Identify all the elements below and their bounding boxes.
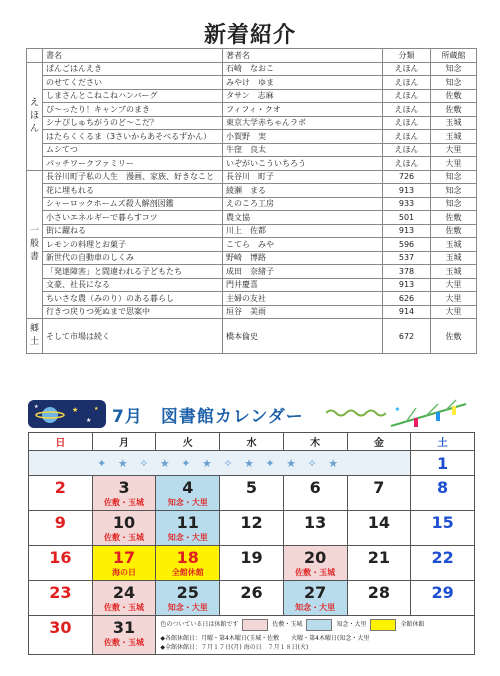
day-number: 24 — [112, 583, 136, 602]
legend-swatch-blue — [306, 619, 332, 631]
day-number: 16 — [49, 548, 72, 567]
calendar-week — [29, 451, 475, 476]
calendar-day — [220, 581, 284, 616]
book-class: 914 — [383, 305, 431, 319]
day-note: 海の日 — [112, 568, 137, 577]
table-row — [27, 76, 477, 90]
calendar-day — [347, 476, 411, 511]
table-row — [27, 170, 477, 184]
legend-note-2: ◆全館休館日：７月１７日(月) 海の日 ７月１８日(火) — [160, 643, 309, 651]
legend-heading: 色のついている日は休館です — [160, 621, 239, 628]
day-number: 14 — [367, 513, 390, 532]
book-author: 牛窪 良太 — [223, 143, 383, 157]
day-number: 12 — [240, 513, 263, 532]
day-number: 4 — [182, 478, 194, 497]
book-class: 501 — [383, 211, 431, 225]
legend-label-yellow: 全館休館 — [400, 621, 425, 628]
book-title: パッチワークファミリー — [43, 157, 223, 171]
calendar-day — [92, 581, 156, 616]
book-library: 大里 — [431, 292, 477, 306]
book-author: 野崎 博路 — [223, 251, 383, 265]
book-title: しまさんとこねこねハンバーグ — [43, 89, 223, 103]
book-author: フィフィ・クオ — [223, 103, 383, 117]
weekday-2: 火 — [156, 433, 220, 451]
book-library: 佐敷 — [431, 224, 477, 238]
book-class: えほん — [383, 130, 431, 144]
calendar-day — [156, 546, 220, 581]
book-class: 626 — [383, 292, 431, 306]
header-title: 書名 — [43, 49, 223, 63]
day-number: 7 — [373, 478, 385, 497]
day-number: 27 — [304, 583, 327, 602]
day-note: 佐敷・玉城 — [104, 603, 145, 612]
calendar-week — [29, 511, 475, 546]
calendar-day — [92, 511, 156, 546]
day-note: 知念・大里 — [167, 498, 208, 507]
table-row — [27, 305, 477, 319]
table-row — [27, 197, 477, 211]
table-row — [27, 265, 477, 279]
book-class: えほん — [383, 76, 431, 90]
day-number: 22 — [431, 548, 454, 567]
calendar-day — [283, 511, 347, 546]
book-author: こてら みや — [223, 238, 383, 252]
book-author: 川上 佐都 — [223, 224, 383, 238]
calendar-week — [29, 476, 475, 511]
book-author: いぞがいこういちろう — [223, 157, 383, 171]
calendar-day — [29, 511, 93, 546]
book-author: 垣谷 美雨 — [223, 305, 383, 319]
legend-label-blue: 知念・大里 — [336, 621, 367, 628]
table-row — [27, 278, 477, 292]
book-title: シナぴしゅちがうのど～こだ？ — [43, 116, 223, 130]
day-note: 全館休館 — [171, 568, 204, 577]
calendar-header — [26, 398, 476, 432]
day-note: 佐敷・玉城 — [295, 568, 336, 577]
table-row — [27, 157, 477, 171]
day-number: 28 — [367, 583, 390, 602]
book-author: 成田 奈緒子 — [223, 265, 383, 279]
book-author: タサン 志麻 — [223, 89, 383, 103]
day-number: 5 — [245, 478, 258, 497]
book-library: 佐敷 — [431, 319, 477, 354]
header-library: 所蔵館 — [431, 49, 477, 63]
book-library: 知念 — [431, 197, 477, 211]
book-author: 東京大学赤ちゃんラボ — [223, 116, 383, 130]
calendar-day — [411, 511, 475, 546]
book-class: 672 — [383, 319, 431, 354]
book-class: 913 — [383, 184, 431, 198]
day-number: 6 — [309, 478, 321, 497]
day-number: 29 — [431, 583, 454, 602]
header-class: 分類 — [383, 49, 431, 63]
day-number: 15 — [431, 513, 454, 532]
calendar-day — [220, 546, 284, 581]
book-title: のせてください — [43, 76, 223, 90]
book-title: ムシてつ — [43, 143, 223, 157]
day-number: 19 — [240, 548, 263, 567]
planet-stars-icon — [28, 400, 106, 428]
calendar-day — [347, 546, 411, 581]
book-class: 726 — [383, 170, 431, 184]
day-number: 3 — [118, 478, 130, 497]
day-number: 31 — [112, 618, 136, 637]
table-row — [27, 238, 477, 252]
book-library: 玉城 — [431, 251, 477, 265]
calendar-day — [283, 581, 347, 616]
calendar-day — [220, 476, 284, 511]
svg-text:★: ★ — [86, 417, 92, 424]
book-library: 佐敷 — [431, 89, 477, 103]
day-note: 知念・大里 — [167, 603, 208, 612]
day-number: 26 — [240, 583, 263, 602]
book-class: えほん — [383, 157, 431, 171]
calendar-day — [411, 451, 475, 476]
book-class: 596 — [383, 238, 431, 252]
book-library: 大里 — [431, 157, 477, 171]
book-author: 主婦の友社 — [223, 292, 383, 306]
calendar-day — [156, 511, 220, 546]
calendar-day — [411, 546, 475, 581]
book-title: ちいさな農（みのり）のある暮らし — [43, 292, 223, 306]
calendar-day — [220, 511, 284, 546]
book-library: 玉城 — [431, 130, 477, 144]
calendar-day — [92, 476, 156, 511]
day-number: 11 — [176, 513, 199, 532]
table-row — [27, 143, 477, 157]
calendar-day — [92, 616, 156, 655]
page-title: 新着紹介 — [203, 23, 296, 48]
book-title: 小さいエネルギーで暮らすコツ — [43, 211, 223, 225]
section-label: 一 般 書 — [27, 170, 43, 319]
new-books-table — [26, 48, 477, 354]
book-author: 綾瀬 まる — [223, 184, 383, 198]
day-number: 21 — [367, 548, 390, 567]
book-author: みやけ ゆま — [223, 76, 383, 90]
book-class: 933 — [383, 197, 431, 211]
table-row — [27, 319, 477, 354]
day-note: 知念・大里 — [295, 603, 336, 612]
day-number: 23 — [49, 583, 72, 602]
table-row — [27, 224, 477, 238]
book-title: そして市場は続く — [43, 319, 223, 354]
calendar-day — [29, 546, 93, 581]
svg-text:★: ★ — [94, 406, 99, 412]
book-author: 農文協 — [223, 211, 383, 225]
book-title: 花に埋もれる — [43, 184, 223, 198]
book-library: 玉城 — [431, 116, 477, 130]
legend-note-1: ◆各館休館日：月曜・第4木曜日(玉城・佐敷 火曜・第4木曜日(知念・大里 — [160, 634, 370, 642]
book-title: 文豪、社長になる — [43, 278, 223, 292]
section-label: え ほ ん — [27, 62, 43, 170]
day-number: 8 — [437, 478, 449, 497]
table-row — [27, 130, 477, 144]
calendar-day — [156, 581, 220, 616]
legend-swatch-yellow — [370, 619, 396, 631]
book-library: 大里 — [431, 143, 477, 157]
calendar-day — [283, 476, 347, 511]
book-author: 橋本倫史 — [223, 319, 383, 354]
day-number: 2 — [54, 478, 66, 497]
table-row — [27, 103, 477, 117]
svg-text:✦: ✦ — [394, 405, 401, 414]
table-row — [27, 292, 477, 306]
table-row — [27, 62, 477, 76]
day-number: 1 — [437, 454, 449, 473]
book-class: えほん — [383, 62, 431, 76]
book-title: 長谷川町子私の人生 漫画、家族、好きなこと — [43, 170, 223, 184]
book-author: 門井慶喜 — [223, 278, 383, 292]
table-row — [27, 184, 477, 198]
book-library: 知念 — [431, 170, 477, 184]
book-title: はたらくくるま（3さいからあそべるずかん） — [43, 130, 223, 144]
calendar-day — [411, 581, 475, 616]
book-library: 佐敷 — [431, 211, 477, 225]
book-class: 537 — [383, 251, 431, 265]
book-author: 石崎 なおこ — [223, 62, 383, 76]
tanabata-bamboo-icon — [386, 398, 476, 430]
calendar-day — [29, 476, 93, 511]
table-header-row — [27, 49, 477, 63]
day-number: 30 — [49, 618, 72, 637]
calendar-week — [29, 546, 475, 581]
book-title: シャーロックホームズ殺人解剖図鑑 — [43, 197, 223, 211]
day-note: 佐敷・玉城 — [104, 533, 145, 542]
legend-label-pink: 佐敷・玉城 — [272, 621, 303, 628]
day-number: 18 — [176, 548, 199, 567]
july-calendar — [28, 432, 475, 655]
book-title: ぴ～ったり！キャンプのまき — [43, 103, 223, 117]
star-band: ✦ ★ ✧ ★ ✦ ★ ✧ ★ ✦ ★ ✧ ★ — [29, 451, 411, 476]
calendar-day — [156, 476, 220, 511]
day-number: 25 — [176, 583, 199, 602]
day-number: 10 — [112, 513, 136, 532]
book-title: レモンの料理とお菓子 — [43, 238, 223, 252]
book-library: 大里 — [431, 278, 477, 292]
calendar-title: 7月 図書館カレンダー — [112, 407, 304, 427]
calendar-week — [29, 616, 475, 655]
book-library: 玉城 — [431, 265, 477, 279]
book-title: 街に躍ねる — [43, 224, 223, 238]
weekday-6: 土 — [411, 433, 475, 451]
legend-swatch-pink — [242, 619, 268, 631]
day-note: 佐敷・玉城 — [104, 498, 145, 507]
day-note: 佐敷・玉城 — [104, 638, 145, 647]
book-title: 行きつ戻りつ死ぬまで思案中 — [43, 305, 223, 319]
book-class: 913 — [383, 224, 431, 238]
section-label: 郷 土 — [27, 319, 43, 354]
header-author: 著者名 — [223, 49, 383, 63]
weekday-5: 金 — [347, 433, 411, 451]
book-library: 佐敷 — [431, 103, 477, 117]
calendar-day — [411, 476, 475, 511]
book-library: 知念 — [431, 62, 477, 76]
calendar-day — [29, 581, 93, 616]
day-number: 13 — [304, 513, 327, 532]
wave-decoration-icon — [326, 408, 386, 418]
book-library: 大里 — [431, 305, 477, 319]
day-note: 知念・大里 — [167, 533, 208, 542]
book-class: 378 — [383, 265, 431, 279]
book-title: ぱんごはんえき — [43, 62, 223, 76]
book-author: 長谷川 町子 — [223, 170, 383, 184]
weekday-4: 木 — [283, 433, 347, 451]
calendar-day — [92, 546, 156, 581]
book-class: えほん — [383, 103, 431, 117]
book-library: 知念 — [431, 184, 477, 198]
day-number: 17 — [112, 548, 136, 567]
calendar-day — [347, 511, 411, 546]
table-row — [27, 116, 477, 130]
weekday-1: 月 — [92, 433, 156, 451]
table-row — [27, 251, 477, 265]
book-library: 知念 — [431, 76, 477, 90]
day-number: 9 — [54, 513, 66, 532]
book-class: えほん — [383, 89, 431, 103]
book-title: 新世代の自動車のしくみ — [43, 251, 223, 265]
calendar-day — [283, 546, 347, 581]
day-number: 20 — [304, 548, 327, 567]
calendar-week — [29, 581, 475, 616]
book-author: えのころ工房 — [223, 197, 383, 211]
book-class: えほん — [383, 116, 431, 130]
svg-text:★: ★ — [34, 404, 39, 410]
book-title: 「発達障害」と間違われる子どもたち — [43, 265, 223, 279]
weekday-row — [29, 433, 475, 451]
calendar-day — [347, 581, 411, 616]
calendar-day — [29, 616, 93, 655]
book-library: 玉城 — [431, 238, 477, 252]
svg-text:★: ★ — [72, 406, 79, 414]
weekday-3: 水 — [220, 433, 284, 451]
book-author: 小賀野 実 — [223, 130, 383, 144]
legend-swatches — [160, 619, 470, 631]
book-class: えほん — [383, 143, 431, 157]
weekday-0: 日 — [29, 433, 93, 451]
table-row — [27, 89, 477, 103]
book-class: 913 — [383, 278, 431, 292]
header-corner — [27, 49, 43, 63]
calendar-legend — [156, 616, 475, 655]
table-row — [27, 211, 477, 225]
